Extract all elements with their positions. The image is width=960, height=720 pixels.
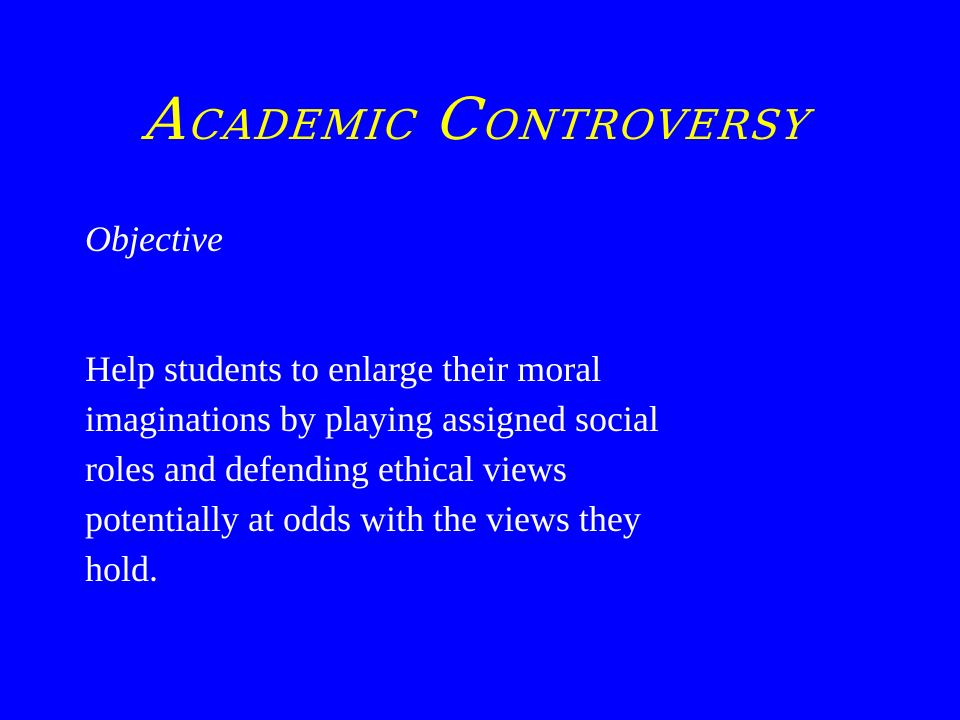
body-line: potentially at odds with the views they: [85, 499, 641, 539]
slide-subtitle: Objective: [85, 219, 223, 259]
body-line: imaginations by playing assigned social: [85, 399, 659, 439]
slide-body-paragraph: [85, 344, 936, 594]
body-line: hold.: [85, 549, 159, 589]
body-line: Help students to enlarge their moral: [85, 349, 602, 389]
body-line: roles and defending ethical views: [85, 449, 567, 489]
slide-title: Academic Controversy: [143, 85, 817, 153]
